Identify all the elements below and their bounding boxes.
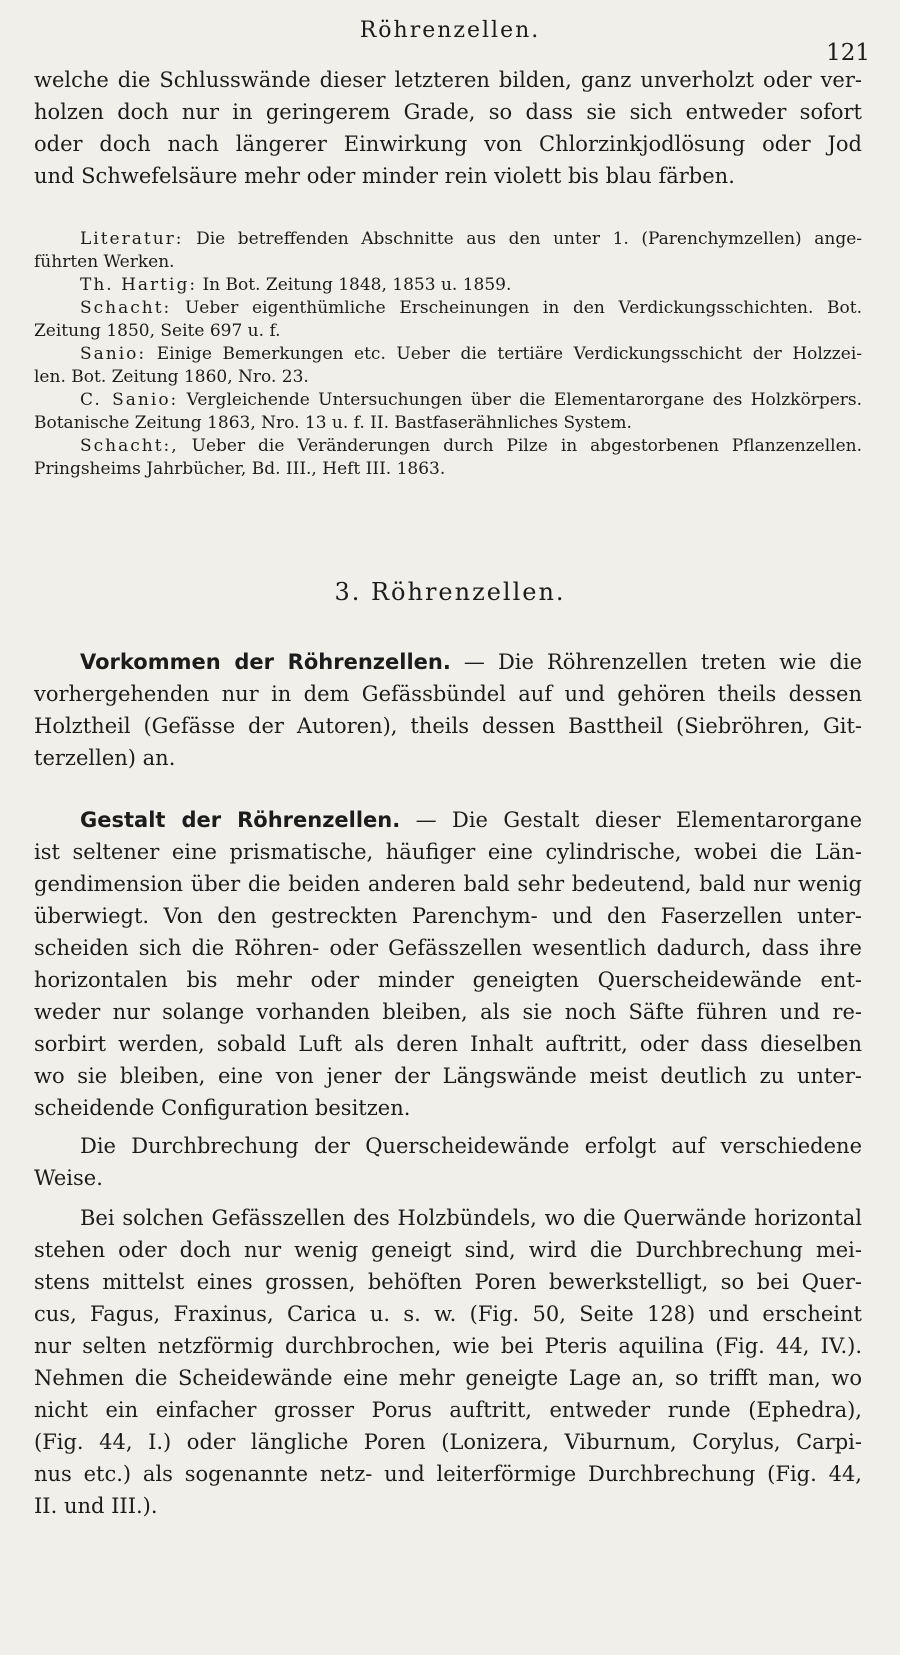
vessel-line: nus etc.) als sogenannte netz- und leiterförmige Durchbrechung (Fig. 44, — [34, 1462, 862, 1486]
occurrence-line: terzellen) an. — [34, 746, 176, 770]
shape-line: gendimension über die beiden anderen bald sehr bedeutend, bald nur wenig — [34, 872, 862, 896]
literature-lead: Th. Hartig: — [80, 275, 198, 295]
vessel-line: Nehmen die Scheidewände eine mehr geneigte Lage an, so trifft man, wo — [34, 1366, 862, 1390]
intro-line: und Schwefelsäure mehr oder minder rein violett bis blau färben. — [34, 164, 735, 188]
occurrence-lead: Vorkommen der Röhrenzellen. — [80, 650, 451, 674]
shape-line: scheidende Configuration besitzen. — [34, 1096, 411, 1120]
literature-text: Einige Bemerkungen etc. Ueber die tertiäre Verdickungsschicht der Holzzei- — [156, 344, 863, 364]
literature-lead: Schacht:, — [80, 436, 179, 456]
occurrence-line: Holztheil (Gefässe der Autoren), theils dessen Basttheil (Siebröhren, Git- — [34, 714, 862, 738]
vessel-line: nur selten netzförmig durchbrochen, wie bei Pteris aquilina (Fig. 44, IV.). — [34, 1334, 862, 1358]
literature-entry — [80, 298, 862, 318]
running-head: Röhrenzellen. — [359, 18, 541, 43]
vessel-line: stehen oder doch nur wenig geneigt sind, wird die Durchbrechung mei- — [34, 1238, 862, 1262]
literature-text: In Bot. Zeitung 1848, 1853 u. 1859. — [202, 275, 512, 295]
page-number: 121 — [826, 40, 870, 66]
occurrence-line — [80, 650, 862, 674]
literature-lead: Schacht: — [80, 298, 172, 318]
literature-text: len. Bot. Zeitung 1860, Nro. 23. — [34, 367, 309, 387]
vessel-line: cus, Fagus, Fraxinus, Carica u. s. w. (Fig. 50, Seite 128) und erscheint — [34, 1302, 862, 1326]
intro-line: welche die Schlusswände dieser letzteren bilden, ganz unverholzt oder ver- — [34, 68, 862, 92]
shape-text: — Die Gestalt dieser Elementarorgane — [415, 808, 862, 832]
literature-entry — [34, 459, 862, 479]
shape-line — [80, 808, 862, 832]
literature-text: Zeitung 1850, Seite 697 u. f. — [34, 321, 281, 341]
vessel-line: nicht ein einfacher grosser Porus auftritt, entweder runde (Ephedra), — [34, 1398, 862, 1422]
shape-line: überwiegt. Von den gestreckten Parenchym- und den Faserzellen unter- — [34, 904, 862, 928]
literature-text: Die betreffenden Abschnitte aus den unter 1. (Parenchymzellen) ange- — [196, 229, 862, 249]
intro-line: holzen doch nur in geringerem Grade, so dass sie sich entweder sofort — [34, 100, 862, 124]
section-heading: 3. Röhrenzellen. — [334, 578, 566, 606]
shape-line: sorbirt werden, sobald Luft als deren Inhalt auftritt, oder dass dieselben — [34, 1032, 862, 1056]
literature-entry — [34, 367, 862, 387]
literature-entry — [80, 436, 862, 456]
shape-line: weder nur solange vorhanden bleiben, als sie noch Säfte führen und re- — [34, 1000, 862, 1024]
literature-entry — [80, 229, 862, 249]
literature-text: führten Werken. — [34, 252, 175, 272]
literature-lead: Sanio: — [80, 344, 147, 364]
literature-entry — [34, 252, 862, 272]
literature-text: Botanische Zeitung 1863, Nro. 13 u. f. II. Bastfaserähnliches System. — [34, 413, 632, 433]
vessel-line: stens mittelst eines grossen, behöften Poren bewerkstelligt, so bei Quer- — [34, 1270, 862, 1294]
shape-line: wo sie bleiben, eine von jener der Längswände meist deutlich zu unter- — [34, 1064, 862, 1088]
shape-line: ist seltener eine prismatische, häufiger eine cylindrische, wobei die Län- — [34, 840, 862, 864]
vessel-line: (Fig. 44, I.) oder längliche Poren (Lonizera, Viburnum, Corylus, Carpi- — [34, 1430, 862, 1454]
literature-text: Ueber eigenthümliche Erscheinungen in den Verdickungsschichten. Bot. — [184, 298, 863, 318]
literature-lead: C. Sanio: — [80, 390, 179, 410]
literature-entry — [80, 390, 862, 410]
literature-lead: Literatur: — [80, 229, 184, 249]
literature-entry — [34, 321, 862, 341]
shape-line: scheiden sich die Röhren- oder Gefässzellen wesentlich dadurch, dass ihre — [34, 936, 862, 960]
literature-text: Vergleichende Untersuchungen über die Elementarorgane des Holzkörpers. — [186, 390, 863, 410]
vessel-line: Bei solchen Gefässzellen des Holzbündels, wo die Querwände horizontal — [80, 1206, 862, 1230]
perforation-line: Die Durchbrechung der Querscheidewände erfolgt auf verschiedene — [80, 1134, 862, 1158]
literature-entry — [34, 413, 862, 433]
perforation-line: Weise. — [34, 1166, 103, 1190]
shape-line: horizontalen bis mehr oder minder geneigten Querscheidewände ent- — [34, 968, 862, 992]
literature-entry — [80, 344, 862, 364]
occurrence-line: vorhergehenden nur in dem Gefässbündel auf und gehören theils dessen — [34, 682, 862, 706]
literature-entry — [80, 275, 862, 295]
vessel-line: II. und III.). — [34, 1494, 158, 1518]
literature-text: Pringsheims Jahrbücher, Bd. III., Heft III. 1863. — [34, 459, 446, 479]
occurrence-text: — Die Röhrenzellen treten wie die — [463, 650, 862, 674]
literature-text: Ueber die Veränderungen durch Pilze in abgestorbenen Pflanzenzellen. — [191, 436, 863, 456]
shape-lead: Gestalt der Röhrenzellen. — [80, 808, 401, 832]
intro-line: oder doch nach längerer Einwirkung von Chlorzinkjodlösung oder Jod — [34, 132, 862, 156]
